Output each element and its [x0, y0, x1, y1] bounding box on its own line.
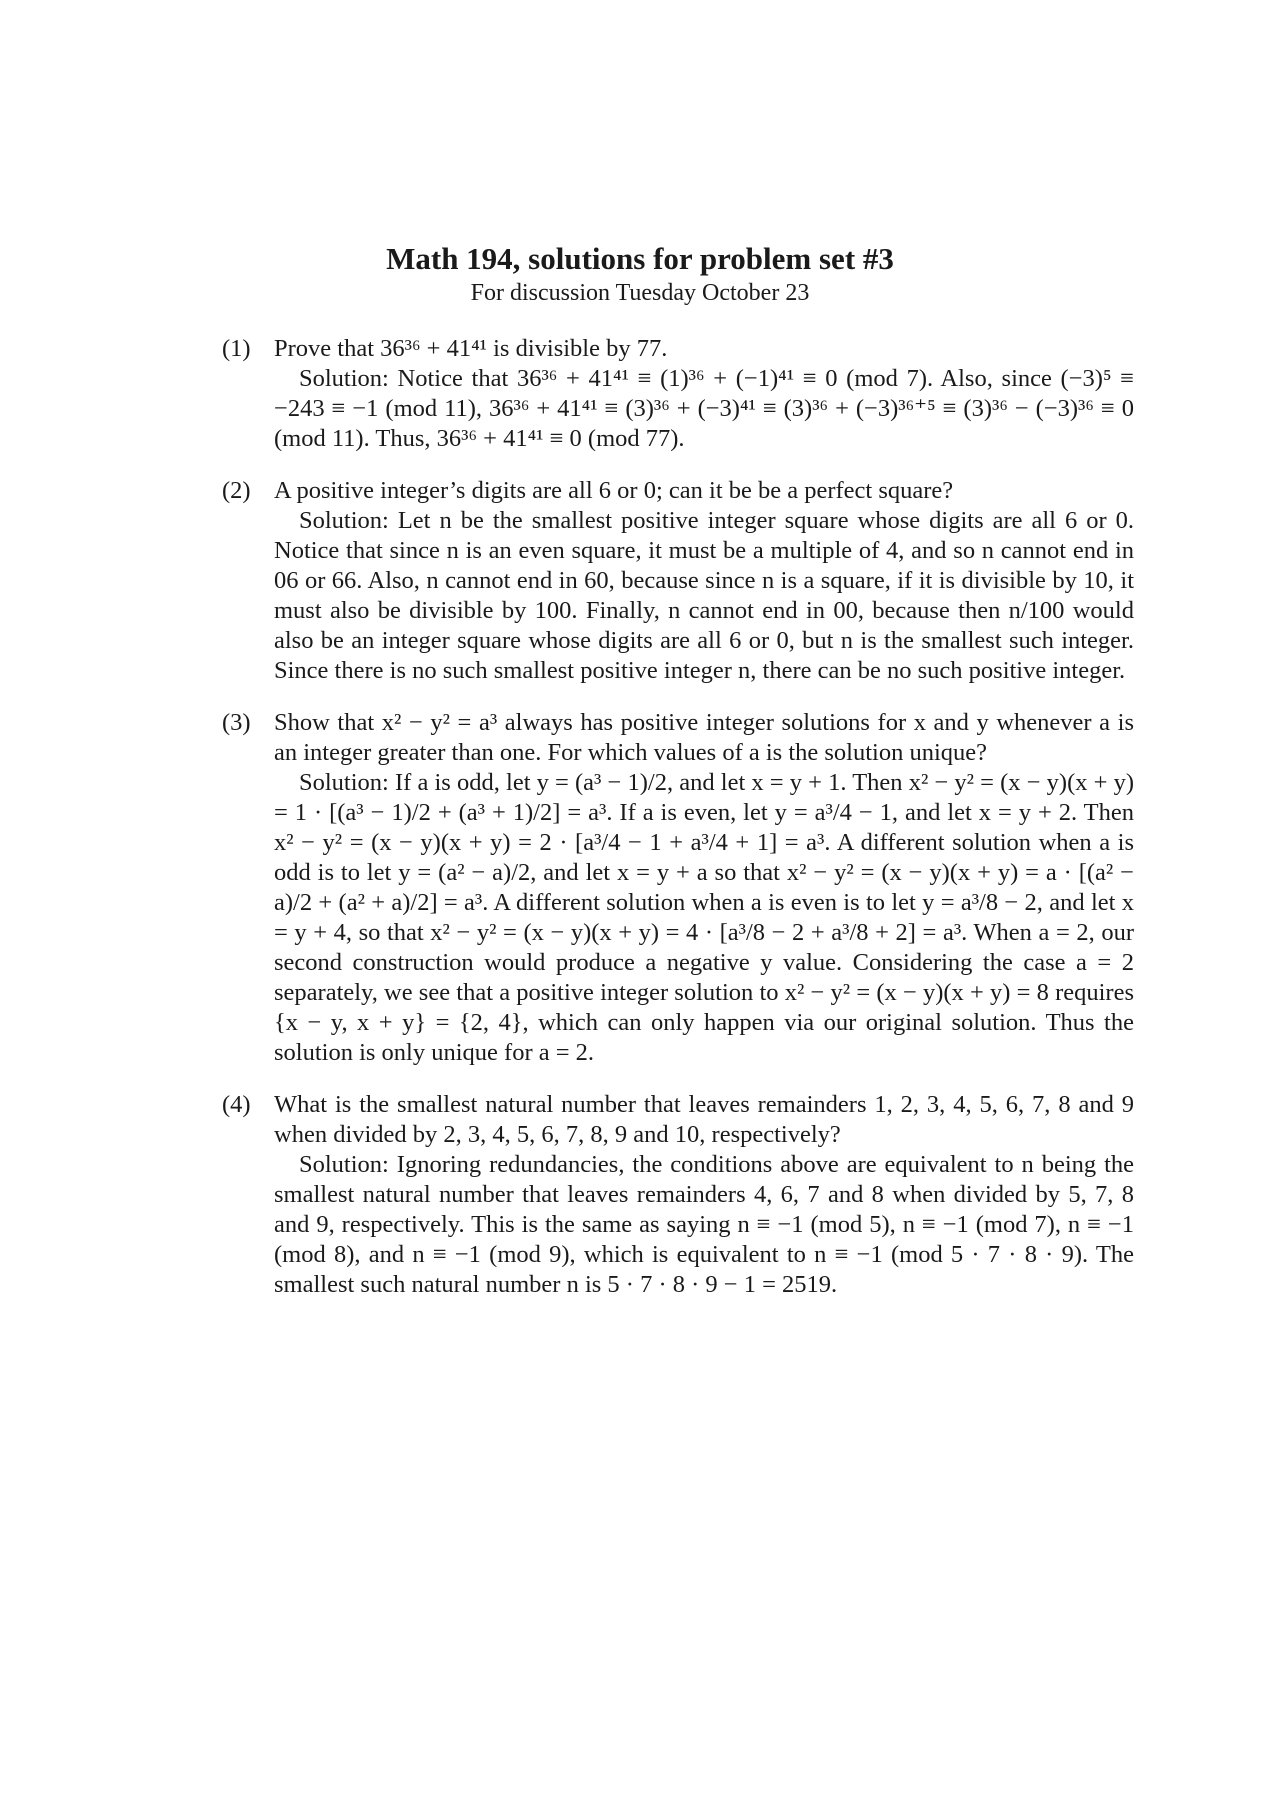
document-header: [0, 240, 1280, 308]
problem-solution: Solution: If a is odd, let y = (a³ − 1)/2, and let x = y + 1. Then x² − y² = (x − y)(x + y) = 1 · [(a³ − 1)/2 + (a³ + 1)/2] = a³. If a is even, let y = a³/4 − 1, and let x = y + 2. Then x² − y² = (x − y)(x + y) = 2 · [a³/4 − 1 + a³/4 + 1] = a³. A different solution when a is odd is to let y = (a² − a)/2, and let x = y + a so that x² − y² = (x − y)(x + y) = a · [(a² − a)/2 + (a² + a)/2] = a³. A different solution when a is even is to let y = a³/8 − 2, and let x = y + 4, so that x² − y² = (x − y)(x + y) = 4 · [a³/8 − 2 + a³/8 + 2] = a³. When a = 2, our second construction would produce a negative y value. Considering the case a = 2 separately, we see that a positive integer solution to x² − y² = (x − y)(x + y) = 8 requires {x − y, x + y} = {2, 4}, which can only happen via our original solution. Thus the solution is only unique for a = 2.: [274, 769, 1134, 1066]
problem-solution: Solution: Let n be the smallest positive integer square whose digits are all 6 or 0. Notice that since n is an even square, it must be a multiple of 4, and so n cannot end in 06 or 66. Also, n cannot end in 60, because since n is a square, if it is divisible by 10, it must also be divisible by 100. Finally, n cannot end in 00, because then n/100 would also be an integer square whose digits are all 6 or 0, but n is the smallest such integer. Since there is no such smallest positive integer n, there can be no such positive integer.: [274, 507, 1134, 684]
page-title: Math 194, solutions for problem set #3: [386, 241, 894, 276]
problem-statement: What is the smallest natural number that leaves remainders 1, 2, 3, 4, 5, 6, 7, 8 and 9 when divided by 2, 3, 4, 5, 6, 7, 8, 9 and 10, respectively?: [274, 1091, 1134, 1148]
problem-list: [222, 334, 1134, 1322]
problem-statement: Show that x² − y² = a³ always has positive integer solutions for x and y whenever a is an integer greater than one. For which values of a is the solution unique?: [274, 709, 1134, 766]
problem-1: [222, 334, 1134, 454]
problem-2: [222, 476, 1134, 686]
problem-number: (3): [222, 709, 251, 736]
problem-4: [222, 1090, 1134, 1300]
problem-statement: A positive integer’s digits are all 6 or 0; can it be be a perfect square?: [274, 477, 954, 504]
problem-number: (1): [222, 335, 251, 362]
problem-3: [222, 708, 1134, 1068]
problem-solution: Solution: Notice that 36³⁶ + 41⁴¹ ≡ (1)³⁶ + (−1)⁴¹ ≡ 0 (mod 7). Also, since (−3)⁵ ≡ −243 ≡ −1 (mod 11), 36³⁶ + 41⁴¹ ≡ (3)³⁶ + (−3)⁴¹ ≡ (3)³⁶ + (−3)³⁶⁺⁵ ≡ (3)³⁶ − (−3)³⁶ ≡ 0 (mod 11). Thus, 36³⁶ + 41⁴¹ ≡ 0 (mod 77).: [274, 365, 1134, 452]
problem-solution: Solution: Ignoring redundancies, the conditions above are equivalent to n being the smallest natural number that leaves remainders 4, 6, 7 and 8 when divided by 5, 7, 8 and 9, respectively. This is the same as saying n ≡ −1 (mod 5), n ≡ −1 (mod 7), n ≡ −1 (mod 8), and n ≡ −1 (mod 9), which is equivalent to n ≡ −1 (mod 5 · 7 · 8 · 9). The smallest such natural number n is 5 · 7 · 8 · 9 − 1 = 2519.: [274, 1151, 1134, 1298]
problem-number: (2): [222, 477, 251, 504]
problem-number: (4): [222, 1091, 251, 1118]
problem-statement: Prove that 36³⁶ + 41⁴¹ is divisible by 77.: [274, 335, 668, 362]
page-subtitle: For discussion Tuesday October 23: [470, 280, 810, 306]
